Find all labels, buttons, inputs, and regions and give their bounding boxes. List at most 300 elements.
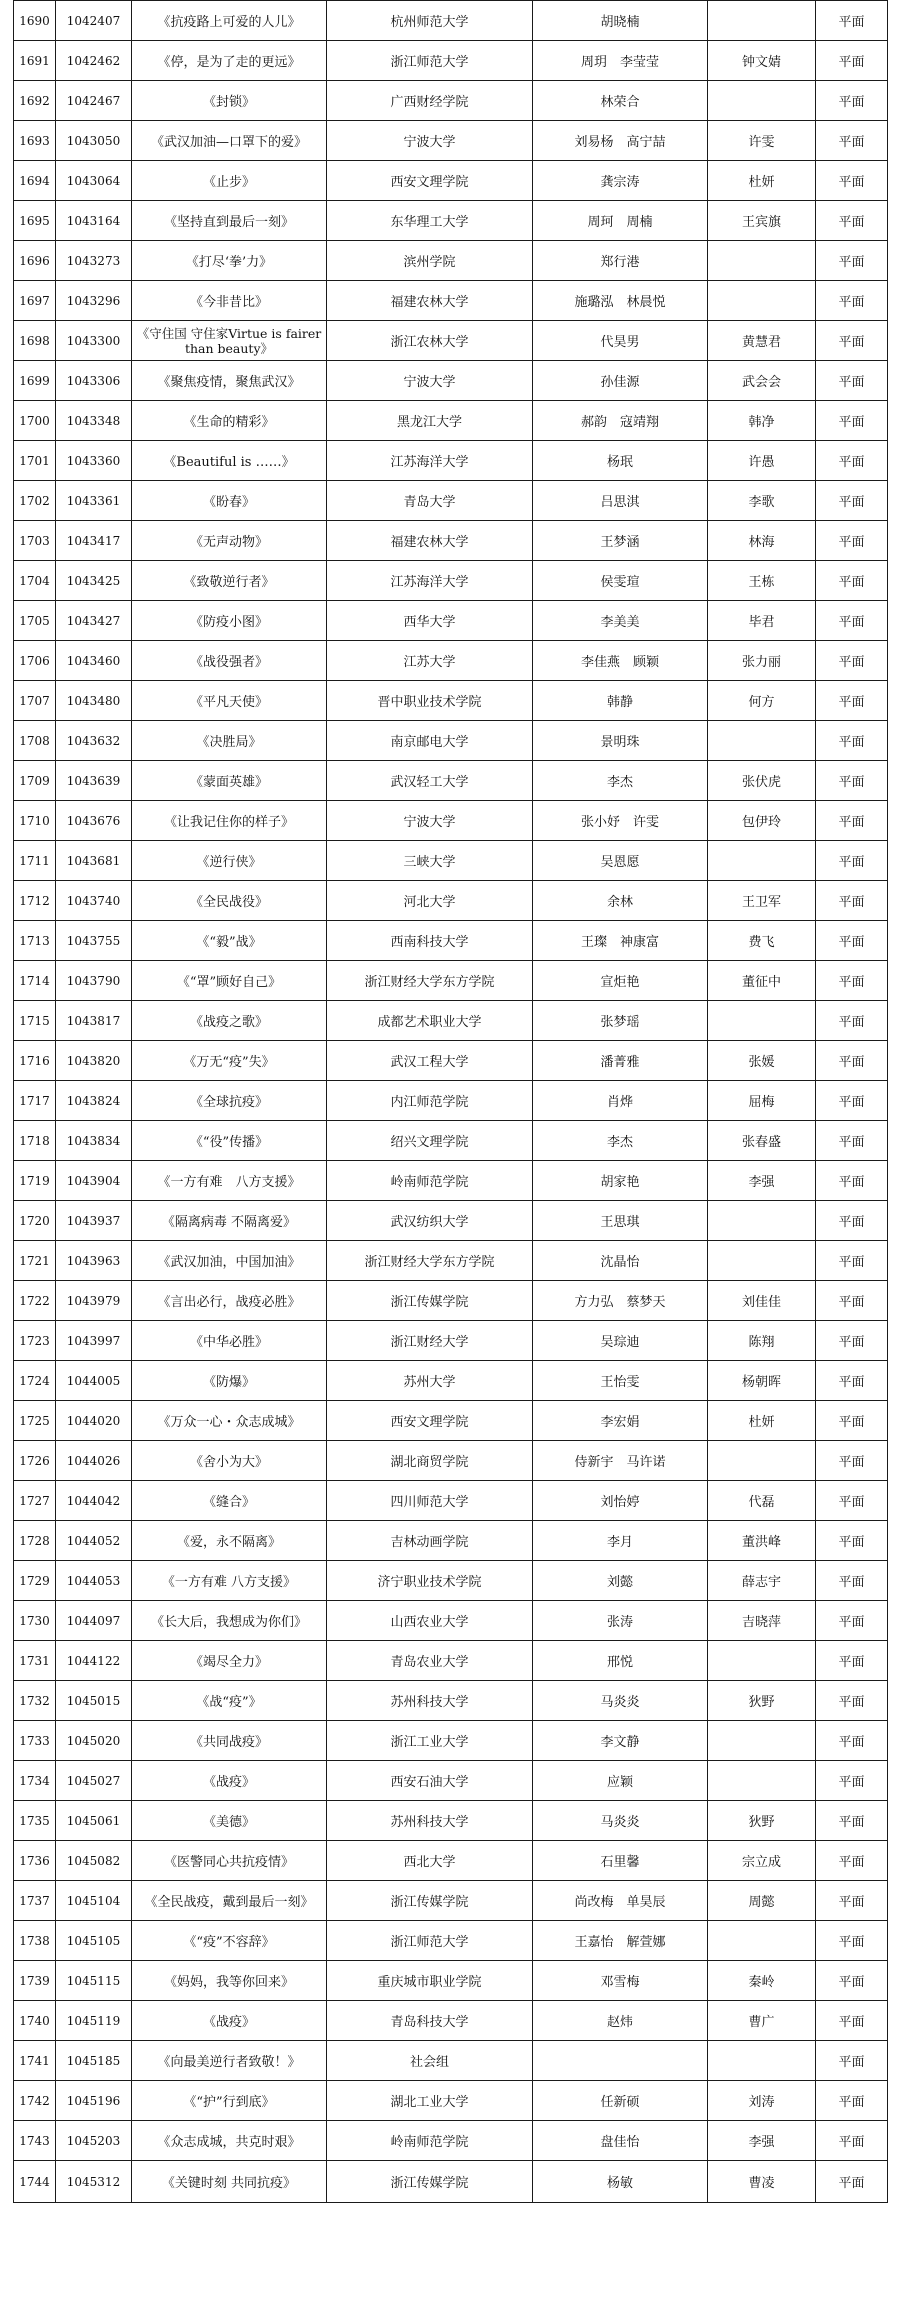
advisor-cell: 陈翔 xyxy=(708,1321,816,1361)
category-cell: 平面 xyxy=(816,2041,888,2081)
school-cell: 东华理工大学 xyxy=(327,201,533,241)
category-cell: 平面 xyxy=(816,721,888,761)
school-cell: 成都艺术职业大学 xyxy=(327,1001,533,1041)
table-row xyxy=(14,681,888,721)
authors-cell: 石里馨 xyxy=(533,1841,708,1881)
authors-cell: 方力弘 蔡梦天 xyxy=(533,1281,708,1321)
school-cell: 西安石油大学 xyxy=(327,1761,533,1801)
school-cell: 江苏大学 xyxy=(327,641,533,681)
table-row xyxy=(14,1881,888,1921)
category-cell: 平面 xyxy=(816,1121,888,1161)
table-row xyxy=(14,1041,888,1081)
entry-number-cell: 1738 xyxy=(14,1921,56,1961)
work-title-cell: 《坚持直到最后一刻》 xyxy=(132,201,327,241)
work-code-cell: 1043676 xyxy=(56,801,132,841)
work-code-cell: 1043681 xyxy=(56,841,132,881)
work-code-cell: 1043425 xyxy=(56,561,132,601)
authors-cell: 王思琪 xyxy=(533,1201,708,1241)
work-title-cell: 《Beautiful is ……》 xyxy=(132,441,327,481)
category-cell: 平面 xyxy=(816,201,888,241)
work-title-cell: 《止步》 xyxy=(132,161,327,201)
authors-cell: 施璐泓 林晨悦 xyxy=(533,281,708,321)
school-cell: 浙江传媒学院 xyxy=(327,2161,533,2203)
advisor-cell: 张伏虎 xyxy=(708,761,816,801)
entry-number-cell: 1743 xyxy=(14,2121,56,2161)
work-code-cell: 1045104 xyxy=(56,1881,132,1921)
advisor-cell: 秦岭 xyxy=(708,1961,816,2001)
entry-number-cell: 1734 xyxy=(14,1761,56,1801)
table-row xyxy=(14,841,888,881)
entry-number-cell: 1713 xyxy=(14,921,56,961)
work-title-cell: 《医警同心共抗疫情》 xyxy=(132,1841,327,1881)
category-cell: 平面 xyxy=(816,1441,888,1481)
authors-cell: 孙佳源 xyxy=(533,361,708,401)
work-code-cell: 1043979 xyxy=(56,1281,132,1321)
table-row xyxy=(14,1281,888,1321)
category-cell: 平面 xyxy=(816,281,888,321)
authors-cell: 沈晶怡 xyxy=(533,1241,708,1281)
entry-number-cell: 1723 xyxy=(14,1321,56,1361)
authors-cell: 吴琮迪 xyxy=(533,1321,708,1361)
authors-cell: 邓雪梅 xyxy=(533,1961,708,2001)
category-cell: 平面 xyxy=(816,1201,888,1241)
table-row xyxy=(14,1641,888,1681)
entry-number-cell: 1700 xyxy=(14,401,56,441)
entry-number-cell: 1720 xyxy=(14,1201,56,1241)
work-title-cell: 《美德》 xyxy=(132,1801,327,1841)
work-code-cell: 1042467 xyxy=(56,81,132,121)
entry-number-cell: 1707 xyxy=(14,681,56,721)
work-title-cell: 《众志成城，共克时艰》 xyxy=(132,2121,327,2161)
work-code-cell: 1045185 xyxy=(56,2041,132,2081)
category-cell: 平面 xyxy=(816,1641,888,1681)
advisor-cell: 林海 xyxy=(708,521,816,561)
authors-cell: 胡晓楠 xyxy=(533,1,708,41)
work-code-cell: 1043417 xyxy=(56,521,132,561)
work-code-cell: 1043740 xyxy=(56,881,132,921)
table-row xyxy=(14,801,888,841)
work-code-cell: 1043632 xyxy=(56,721,132,761)
work-title-cell: 《无声动物》 xyxy=(132,521,327,561)
authors-cell: 马炎炎 xyxy=(533,1801,708,1841)
work-code-cell: 1043300 xyxy=(56,321,132,361)
category-cell: 平面 xyxy=(816,801,888,841)
table-row xyxy=(14,1801,888,1841)
school-cell: 浙江传媒学院 xyxy=(327,1281,533,1321)
school-cell: 青岛科技大学 xyxy=(327,2001,533,2041)
work-title-cell: 《“疫”不容辞》 xyxy=(132,1921,327,1961)
category-cell: 平面 xyxy=(816,441,888,481)
advisor-cell xyxy=(708,1201,816,1241)
work-code-cell: 1043427 xyxy=(56,601,132,641)
authors-cell: 任新硕 xyxy=(533,2081,708,2121)
entry-number-cell: 1740 xyxy=(14,2001,56,2041)
category-cell: 平面 xyxy=(816,681,888,721)
category-cell: 平面 xyxy=(816,1841,888,1881)
entry-number-cell: 1699 xyxy=(14,361,56,401)
advisor-cell: 屈梅 xyxy=(708,1081,816,1121)
entry-number-cell: 1716 xyxy=(14,1041,56,1081)
work-title-cell: 《生命的精彩》 xyxy=(132,401,327,441)
school-cell: 西安文理学院 xyxy=(327,1401,533,1441)
work-code-cell: 1044052 xyxy=(56,1521,132,1561)
authors-cell: 代昊男 xyxy=(533,321,708,361)
advisor-cell: 何方 xyxy=(708,681,816,721)
advisor-cell: 张媛 xyxy=(708,1041,816,1081)
work-code-cell: 1043361 xyxy=(56,481,132,521)
category-cell: 平面 xyxy=(816,2081,888,2121)
school-cell: 西华大学 xyxy=(327,601,533,641)
table-row xyxy=(14,1161,888,1201)
work-title-cell: 《一方有难 八方支援》 xyxy=(132,1161,327,1201)
entry-number-cell: 1697 xyxy=(14,281,56,321)
advisor-cell xyxy=(708,841,816,881)
table-row xyxy=(14,1241,888,1281)
entry-number-cell: 1730 xyxy=(14,1601,56,1641)
work-title-cell: 《抗疫路上可爱的人儿》 xyxy=(132,1,327,41)
entry-number-cell: 1704 xyxy=(14,561,56,601)
work-code-cell: 1043904 xyxy=(56,1161,132,1201)
entry-number-cell: 1712 xyxy=(14,881,56,921)
advisor-cell: 刘涛 xyxy=(708,2081,816,2121)
authors-cell: 李月 xyxy=(533,1521,708,1561)
work-code-cell: 1043360 xyxy=(56,441,132,481)
category-cell: 平面 xyxy=(816,1481,888,1521)
school-cell: 社会组 xyxy=(327,2041,533,2081)
school-cell: 三峡大学 xyxy=(327,841,533,881)
school-cell: 宁波大学 xyxy=(327,121,533,161)
table-row xyxy=(14,961,888,1001)
authors-cell: 赵炜 xyxy=(533,2001,708,2041)
category-cell: 平面 xyxy=(816,1361,888,1401)
school-cell: 晋中职业技术学院 xyxy=(327,681,533,721)
work-title-cell: 《“毅”战》 xyxy=(132,921,327,961)
table-row xyxy=(14,1,888,41)
work-title-cell: 《武汉加油，中国加油》 xyxy=(132,1241,327,1281)
table-row xyxy=(14,2161,888,2203)
work-code-cell: 1043348 xyxy=(56,401,132,441)
advisor-cell: 包伊玲 xyxy=(708,801,816,841)
work-code-cell: 1043755 xyxy=(56,921,132,961)
category-cell: 平面 xyxy=(816,81,888,121)
category-cell: 平面 xyxy=(816,161,888,201)
table-row xyxy=(14,2041,888,2081)
table-row xyxy=(14,121,888,161)
entry-number-cell: 1692 xyxy=(14,81,56,121)
work-title-cell: 《致敬逆行者》 xyxy=(132,561,327,601)
category-cell: 平面 xyxy=(816,641,888,681)
school-cell: 浙江工业大学 xyxy=(327,1721,533,1761)
work-title-cell: 《全球抗疫》 xyxy=(132,1081,327,1121)
authors-cell: 刘易杨 高宁喆 xyxy=(533,121,708,161)
work-title-cell: 《防疫小图》 xyxy=(132,601,327,641)
school-cell: 吉林动画学院 xyxy=(327,1521,533,1561)
category-cell: 平面 xyxy=(816,761,888,801)
work-code-cell: 1045119 xyxy=(56,2001,132,2041)
authors-cell: 李文静 xyxy=(533,1721,708,1761)
advisor-cell: 曹广 xyxy=(708,2001,816,2041)
authors-cell: 吴恩愿 xyxy=(533,841,708,881)
work-title-cell: 《关键时刻 共同抗疫》 xyxy=(132,2161,327,2203)
entry-number-cell: 1727 xyxy=(14,1481,56,1521)
authors-cell: 郑行港 xyxy=(533,241,708,281)
work-title-cell: 《一方有难 八方支援》 xyxy=(132,1561,327,1601)
authors-cell: 张涛 xyxy=(533,1601,708,1641)
authors-cell: 王梦涵 xyxy=(533,521,708,561)
category-cell: 平面 xyxy=(816,1921,888,1961)
work-code-cell: 1043480 xyxy=(56,681,132,721)
work-code-cell: 1043306 xyxy=(56,361,132,401)
table-row xyxy=(14,641,888,681)
authors-cell: 王怡雯 xyxy=(533,1361,708,1401)
authors-cell: 杨敏 xyxy=(533,2161,708,2203)
work-title-cell: 《打尽‘拳’力》 xyxy=(132,241,327,281)
work-title-cell: 《舍小为大》 xyxy=(132,1441,327,1481)
work-title-cell: 《隔离病毒 不隔离爱》 xyxy=(132,1201,327,1241)
work-code-cell: 1043790 xyxy=(56,961,132,1001)
category-cell: 平面 xyxy=(816,1721,888,1761)
work-code-cell: 1045105 xyxy=(56,1921,132,1961)
authors-cell: 林荣合 xyxy=(533,81,708,121)
table-row xyxy=(14,921,888,961)
category-cell: 平面 xyxy=(816,321,888,361)
advisor-cell xyxy=(708,1001,816,1041)
authors-cell: 景明珠 xyxy=(533,721,708,761)
work-title-cell: 《今非昔比》 xyxy=(132,281,327,321)
table-row xyxy=(14,481,888,521)
school-cell: 湖北商贸学院 xyxy=(327,1441,533,1481)
advisor-cell: 杨朝晖 xyxy=(708,1361,816,1401)
authors-cell: 张梦瑶 xyxy=(533,1001,708,1041)
table-row xyxy=(14,521,888,561)
advisor-cell xyxy=(708,241,816,281)
school-cell: 福建农林大学 xyxy=(327,281,533,321)
advisor-cell: 薛志宇 xyxy=(708,1561,816,1601)
entry-number-cell: 1715 xyxy=(14,1001,56,1041)
entry-number-cell: 1698 xyxy=(14,321,56,361)
entry-number-cell: 1725 xyxy=(14,1401,56,1441)
work-title-cell: 《武汉加油—口罩下的爱》 xyxy=(132,121,327,161)
table-row xyxy=(14,1721,888,1761)
advisor-cell xyxy=(708,281,816,321)
advisor-cell xyxy=(708,81,816,121)
category-cell: 平面 xyxy=(816,2121,888,2161)
authors-cell xyxy=(533,2041,708,2081)
work-code-cell: 1044020 xyxy=(56,1401,132,1441)
category-cell: 平面 xyxy=(816,1,888,41)
work-title-cell: 《防爆》 xyxy=(132,1361,327,1401)
school-cell: 浙江财经大学东方学院 xyxy=(327,1241,533,1281)
school-cell: 青岛大学 xyxy=(327,481,533,521)
table-row xyxy=(14,1681,888,1721)
table-row xyxy=(14,361,888,401)
school-cell: 浙江农林大学 xyxy=(327,321,533,361)
table-row xyxy=(14,2001,888,2041)
advisor-cell: 狄野 xyxy=(708,1801,816,1841)
entry-number-cell: 1703 xyxy=(14,521,56,561)
advisor-cell: 狄野 xyxy=(708,1681,816,1721)
table-row xyxy=(14,1401,888,1441)
school-cell: 江苏海洋大学 xyxy=(327,561,533,601)
category-cell: 平面 xyxy=(816,881,888,921)
table-row xyxy=(14,1601,888,1641)
entry-number-cell: 1731 xyxy=(14,1641,56,1681)
advisor-cell: 吉晓萍 xyxy=(708,1601,816,1641)
entry-number-cell: 1739 xyxy=(14,1961,56,2001)
advisor-cell: 毕君 xyxy=(708,601,816,641)
work-title-cell: 《向最美逆行者致敬！》 xyxy=(132,2041,327,2081)
category-cell: 平面 xyxy=(816,1321,888,1361)
advisor-cell: 黄慧君 xyxy=(708,321,816,361)
work-title-cell: 《逆行侠》 xyxy=(132,841,327,881)
entry-number-cell: 1719 xyxy=(14,1161,56,1201)
entry-number-cell: 1706 xyxy=(14,641,56,681)
advisor-cell: 武会会 xyxy=(708,361,816,401)
category-cell: 平面 xyxy=(816,361,888,401)
authors-cell: 刘懿 xyxy=(533,1561,708,1601)
advisor-cell: 韩净 xyxy=(708,401,816,441)
entry-number-cell: 1742 xyxy=(14,2081,56,2121)
table-row xyxy=(14,561,888,601)
work-code-cell: 1045082 xyxy=(56,1841,132,1881)
entry-number-cell: 1732 xyxy=(14,1681,56,1721)
entry-number-cell: 1702 xyxy=(14,481,56,521)
work-title-cell: 《共同战疫》 xyxy=(132,1721,327,1761)
work-code-cell: 1045061 xyxy=(56,1801,132,1841)
table-row xyxy=(14,1921,888,1961)
school-cell: 江苏海洋大学 xyxy=(327,441,533,481)
work-title-cell: 《平凡天使》 xyxy=(132,681,327,721)
school-cell: 山西农业大学 xyxy=(327,1601,533,1641)
category-cell: 平面 xyxy=(816,1001,888,1041)
advisor-cell: 张力丽 xyxy=(708,641,816,681)
entry-number-cell: 1690 xyxy=(14,1,56,41)
table-row xyxy=(14,1121,888,1161)
category-cell: 平面 xyxy=(816,41,888,81)
authors-cell: 郝韵 寇靖翔 xyxy=(533,401,708,441)
work-code-cell: 1043296 xyxy=(56,281,132,321)
category-cell: 平面 xyxy=(816,841,888,881)
school-cell: 宁波大学 xyxy=(327,801,533,841)
work-title-cell: 《战疫》 xyxy=(132,2001,327,2041)
category-cell: 平面 xyxy=(816,2161,888,2203)
work-code-cell: 1043064 xyxy=(56,161,132,201)
school-cell: 岭南师范学院 xyxy=(327,2121,533,2161)
work-code-cell: 1042407 xyxy=(56,1,132,41)
authors-cell: 邢悦 xyxy=(533,1641,708,1681)
work-title-cell: 《盼春》 xyxy=(132,481,327,521)
advisor-cell xyxy=(708,1241,816,1281)
advisor-cell: 钟文婧 xyxy=(708,41,816,81)
authors-cell: 王嘉怡 解萱娜 xyxy=(533,1921,708,1961)
table-row xyxy=(14,761,888,801)
entry-number-cell: 1711 xyxy=(14,841,56,881)
table-row xyxy=(14,601,888,641)
advisor-cell xyxy=(708,1441,816,1481)
category-cell: 平面 xyxy=(816,401,888,441)
advisor-cell xyxy=(708,1721,816,1761)
entry-number-cell: 1721 xyxy=(14,1241,56,1281)
school-cell: 苏州科技大学 xyxy=(327,1801,533,1841)
table-row xyxy=(14,1441,888,1481)
advisor-cell: 许雯 xyxy=(708,121,816,161)
authors-cell: 张小妤 许雯 xyxy=(533,801,708,841)
school-cell: 福建农林大学 xyxy=(327,521,533,561)
school-cell: 武汉工程大学 xyxy=(327,1041,533,1081)
work-title-cell: 《全民战役》 xyxy=(132,881,327,921)
category-cell: 平面 xyxy=(816,1681,888,1721)
table-row xyxy=(14,201,888,241)
advisor-cell xyxy=(708,1641,816,1681)
table-row xyxy=(14,1961,888,2001)
work-title-cell: 《竭尽全力》 xyxy=(132,1641,327,1681)
authors-cell: 吕思淇 xyxy=(533,481,708,521)
work-title-cell: 《决胜局》 xyxy=(132,721,327,761)
table-row xyxy=(14,41,888,81)
advisor-cell: 董洪峰 xyxy=(708,1521,816,1561)
category-cell: 平面 xyxy=(816,1601,888,1641)
school-cell: 浙江财经大学东方学院 xyxy=(327,961,533,1001)
category-cell: 平面 xyxy=(816,1041,888,1081)
advisor-cell: 王栋 xyxy=(708,561,816,601)
authors-cell: 余林 xyxy=(533,881,708,921)
work-code-cell: 1045020 xyxy=(56,1721,132,1761)
authors-cell: 李美美 xyxy=(533,601,708,641)
school-cell: 青岛农业大学 xyxy=(327,1641,533,1681)
work-title-cell: 《妈妈，我等你回来》 xyxy=(132,1961,327,2001)
work-title-cell: 《停，是为了走的更远》 xyxy=(132,41,327,81)
work-title-cell: 《中华必胜》 xyxy=(132,1321,327,1361)
entry-number-cell: 1708 xyxy=(14,721,56,761)
category-cell: 平面 xyxy=(816,561,888,601)
school-cell: 四川师范大学 xyxy=(327,1481,533,1521)
table-row xyxy=(14,2081,888,2121)
category-cell: 平面 xyxy=(816,1961,888,2001)
table-row xyxy=(14,241,888,281)
entry-number-cell: 1737 xyxy=(14,1881,56,1921)
table-row xyxy=(14,1201,888,1241)
advisor-cell: 李强 xyxy=(708,2121,816,2161)
advisor-cell: 王宾旗 xyxy=(708,201,816,241)
work-code-cell: 1043963 xyxy=(56,1241,132,1281)
work-code-cell: 1043273 xyxy=(56,241,132,281)
advisor-cell: 李歌 xyxy=(708,481,816,521)
table-row xyxy=(14,2121,888,2161)
category-cell: 平面 xyxy=(816,1161,888,1201)
school-cell: 武汉轻工大学 xyxy=(327,761,533,801)
work-code-cell: 1045015 xyxy=(56,1681,132,1721)
table-row xyxy=(14,1521,888,1561)
category-cell: 平面 xyxy=(816,1401,888,1441)
work-code-cell: 1045196 xyxy=(56,2081,132,2121)
advisor-cell: 张春盛 xyxy=(708,1121,816,1161)
entry-number-cell: 1724 xyxy=(14,1361,56,1401)
authors-cell: 尚改梅 单昊辰 xyxy=(533,1881,708,1921)
work-code-cell: 1044042 xyxy=(56,1481,132,1521)
entry-number-cell: 1726 xyxy=(14,1441,56,1481)
advisor-cell: 费飞 xyxy=(708,921,816,961)
advisor-cell: 杜妍 xyxy=(708,161,816,201)
work-code-cell: 1043817 xyxy=(56,1001,132,1041)
advisor-cell: 董征中 xyxy=(708,961,816,1001)
work-title-cell: 《战“疫”》 xyxy=(132,1681,327,1721)
work-code-cell: 1044026 xyxy=(56,1441,132,1481)
work-code-cell: 1044053 xyxy=(56,1561,132,1601)
advisor-cell: 代磊 xyxy=(708,1481,816,1521)
work-code-cell: 1043820 xyxy=(56,1041,132,1081)
work-code-cell: 1045312 xyxy=(56,2161,132,2203)
entry-number-cell: 1710 xyxy=(14,801,56,841)
